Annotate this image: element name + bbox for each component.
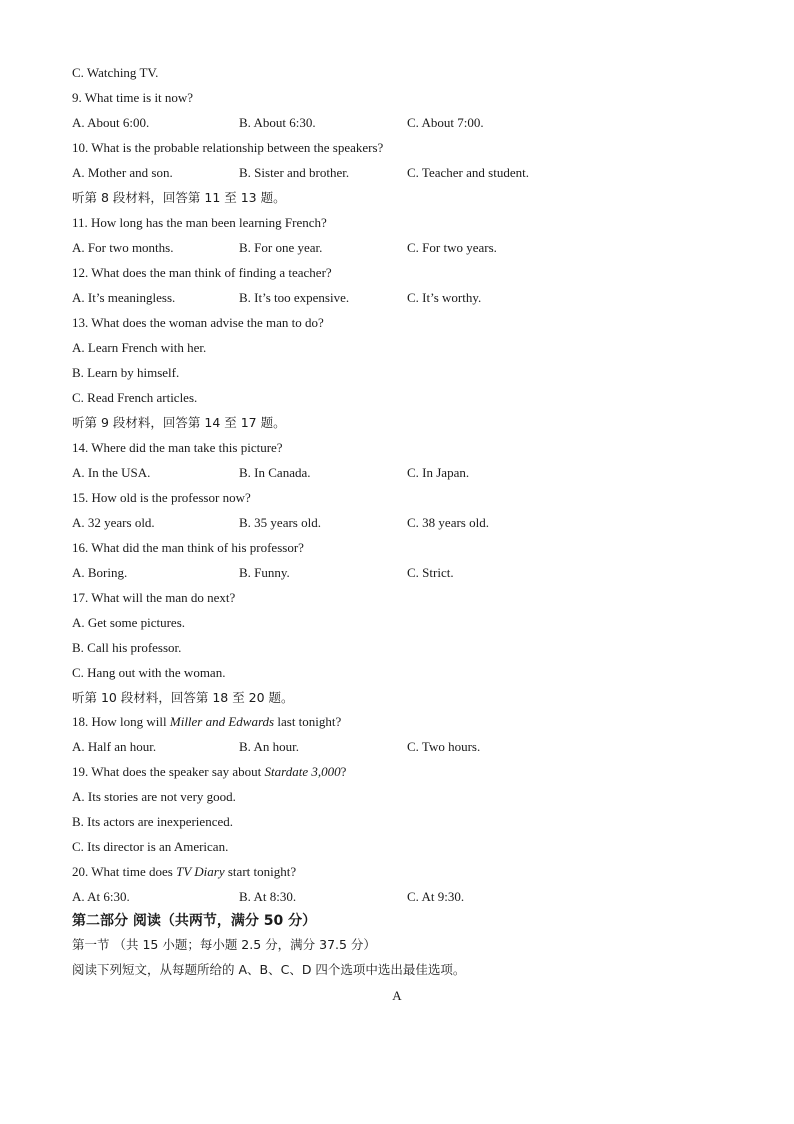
q12-option-a: A. It’s meaningless. xyxy=(72,290,176,305)
q11-option-a: A. For two months. xyxy=(72,240,174,255)
q14-option-a: A. In the USA. xyxy=(72,465,151,480)
q11-option-b: B. For one year. xyxy=(239,240,323,255)
section-8-instruction: 听第 8 段材料，回答第 11 至 13 题。 xyxy=(72,190,286,205)
q16-option-c: C. Strict. xyxy=(407,565,454,580)
q14-option-b: B. In Canada. xyxy=(239,465,311,480)
q10-option-a: A. Mother and son. xyxy=(72,165,173,180)
q9-question: 9. What time is it now? xyxy=(72,90,194,105)
reading-instruction: 阅读下列短文，从每题所给的 A、B、C、D 四个选项中选出最佳选项。 xyxy=(72,962,466,977)
q9-option-b: B. About 6:30. xyxy=(239,115,316,130)
q18-option-a: A. Half an hour. xyxy=(72,739,157,754)
section-1-heading: 第一节 （共 15 小题；每小题 2.5 分，满分 37.5 分） xyxy=(72,937,376,952)
q10-option-c: C. Teacher and student. xyxy=(407,165,529,180)
q15-option-c: C. 38 years old. xyxy=(407,515,489,530)
q19-question xyxy=(72,762,346,782)
q18-question xyxy=(72,712,341,732)
q18-text-pre: 18. How long will xyxy=(72,714,170,729)
q20-question xyxy=(72,862,296,882)
q15-option-a: A. 32 years old. xyxy=(72,515,155,530)
q19-option-a: A. Its stories are not very good. xyxy=(72,789,236,804)
section-9-instruction: 听第 9 段材料，回答第 14 至 17 题。 xyxy=(72,415,286,430)
q20-option-a: A. At 6:30. xyxy=(72,889,130,904)
q17-option-c: C. Hang out with the woman. xyxy=(72,665,226,680)
q19-option-b: B. Its actors are inexperienced. xyxy=(72,814,233,829)
q18-option-b: B. An hour. xyxy=(239,739,299,754)
q13-question: 13. What does the woman advise the man to do? xyxy=(72,315,324,330)
q12-option-b: B. It’s too expensive. xyxy=(239,290,350,305)
q18-program-title: Miller and Edwards xyxy=(169,714,275,729)
q19-program-title: Stardate 3,000 xyxy=(264,764,341,779)
q13-option-b: B. Learn by himself. xyxy=(72,365,180,380)
q10-option-b: B. Sister and brother. xyxy=(239,165,350,180)
q17-question: 17. What will the man do next? xyxy=(72,590,236,605)
q8-option-c: C. Watching TV. xyxy=(72,65,159,80)
q15-option-b: B. 35 years old. xyxy=(239,515,321,530)
passage-letter: A xyxy=(392,988,402,1003)
q20-text-pre: 20. What time does xyxy=(72,864,177,879)
q9-option-a: A. About 6:00. xyxy=(72,115,150,130)
q12-option-c: C. It’s worthy. xyxy=(407,290,482,305)
q13-option-a: A. Learn French with her. xyxy=(72,340,207,355)
q20-option-b: B. At 8:30. xyxy=(239,889,297,904)
q17-option-a: A. Get some pictures. xyxy=(72,615,186,630)
section-10-instruction: 听第 10 段材料，回答第 18 至 20 题。 xyxy=(72,690,294,705)
q19-text-pre: 19. What does the speaker say about xyxy=(72,764,265,779)
part-2-heading: 第二部分 阅读（共两节，满分 50 分） xyxy=(72,913,317,929)
q14-question: 14. Where did the man take this picture? xyxy=(72,440,283,455)
q16-option-b: B. Funny. xyxy=(239,565,290,580)
q14-option-c: C. In Japan. xyxy=(407,465,470,480)
q18-option-c: C. Two hours. xyxy=(407,739,481,754)
q17-option-b: B. Call his professor. xyxy=(72,640,182,655)
q15-question: 15. How old is the professor now? xyxy=(72,490,251,505)
q12-question: 12. What does the man think of finding a teacher? xyxy=(72,265,332,280)
q18-text-post: last tonight? xyxy=(274,714,342,729)
q13-option-c: C. Read French articles. xyxy=(72,390,198,405)
q20-text-post: start tonight? xyxy=(224,864,297,879)
q9-option-c: C. About 7:00. xyxy=(407,115,484,130)
q19-text-post: ? xyxy=(340,764,347,779)
q19-option-c: C. Its director is an American. xyxy=(72,839,229,854)
q16-option-a: A. Boring. xyxy=(72,565,128,580)
q11-question: 11. How long has the man been learning French? xyxy=(72,215,327,230)
q11-option-c: C. For two years. xyxy=(407,240,497,255)
q10-question: 10. What is the probable relationship between the speakers? xyxy=(72,140,384,155)
q20-option-c: C. At 9:30. xyxy=(407,889,465,904)
q20-program-title: TV Diary xyxy=(176,864,225,879)
q16-question: 16. What did the man think of his professor? xyxy=(72,540,304,555)
